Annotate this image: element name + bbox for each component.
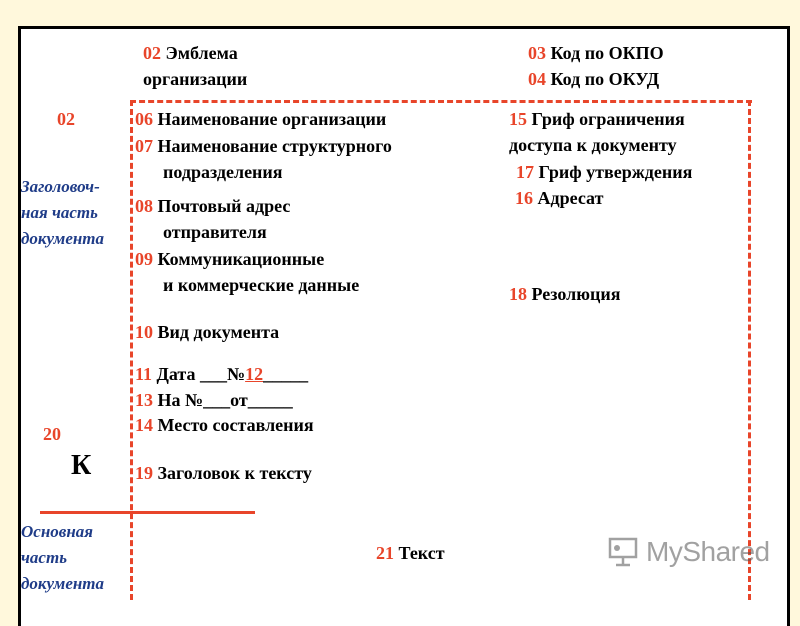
org-name-item: 06 Наименование организации	[135, 109, 387, 129]
header-part-line2: ная часть	[21, 203, 98, 222]
okpo-label: Код по ОКПО	[550, 43, 664, 63]
unit-name-item: 07 Наименование структурного подразделения	[135, 136, 392, 182]
resolution-item: 18 Резолюция	[509, 284, 621, 304]
addressee-item: 16 Адресат	[515, 188, 604, 208]
postal-address-item: 08 Почтовый адрес отправителя	[135, 196, 291, 242]
teacher-board-icon	[606, 535, 640, 569]
main-part-line3: документа	[21, 574, 105, 593]
dashed-top-border	[130, 100, 752, 103]
main-part-line1: Основная	[21, 522, 94, 541]
header-part-line3: документа	[21, 229, 105, 248]
dashed-right-border	[748, 100, 751, 600]
separator-line	[40, 511, 255, 514]
approval-item: 17 Гриф утверждения	[516, 162, 693, 182]
restriction-item: 15 Гриф ограничения доступа к документу	[509, 109, 685, 155]
date-number-item: 11 Дата ___№12_____	[135, 364, 309, 384]
emblem-block	[143, 40, 247, 92]
margin-number-02: 02	[57, 109, 75, 129]
communication-data-item: 09 Коммуникационные и коммерческие данные	[135, 249, 360, 295]
okud-label: Код по ОКУД	[550, 69, 660, 89]
emblem-label-line1: Эмблема	[165, 43, 238, 63]
document-type-item: 10 Вид документа	[135, 322, 280, 342]
heading-item: 19 Заголовок к тексту	[135, 463, 312, 483]
number-04: 04	[528, 69, 546, 89]
reference-item: 13 На №___от_____	[135, 390, 293, 410]
number-02-emblem: 02	[143, 43, 161, 63]
okpo-block	[528, 40, 664, 92]
dashed-left-border	[130, 100, 133, 600]
main-part-line2: часть	[21, 548, 67, 567]
main-part-caption	[21, 519, 104, 597]
watermark-text: MyShared	[646, 536, 770, 567]
margin-number-20: 20	[43, 424, 61, 444]
watermark-logo	[606, 532, 776, 572]
letter-k: К	[71, 450, 92, 481]
text-item: 21 Текст	[376, 543, 445, 563]
header-part-caption	[21, 174, 104, 252]
header-part-line1: Заголовоч-	[21, 177, 100, 196]
number-03: 03	[528, 43, 546, 63]
place-item: 14 Место составления	[135, 415, 314, 435]
emblem-label-line2: организации	[143, 69, 248, 89]
